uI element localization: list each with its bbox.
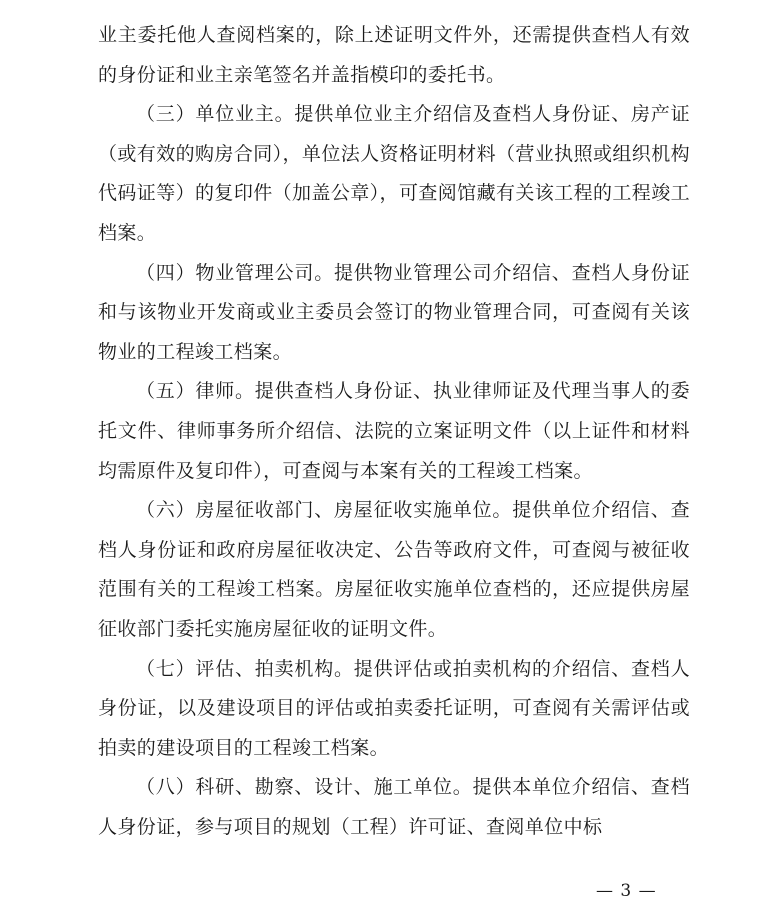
paragraph-item-5-lawyer: （五）律师。提供查档人身份证、执业律师证及代理当事人的委托文件、律师事务所介绍信、法院的立案证明文件（以上证件和材料均需原件及复印件），可查阅与本案有关的工程竣工档案。 (98, 380, 690, 482)
paragraph-item-8-research-design: （八）科研、勘察、设计、施工单位。提供本单位介绍信、查档人身份证，参与项目的规划（工程）许可证、查阅单位中标 (98, 776, 690, 838)
page-number: — 3 — (596, 881, 657, 901)
paragraph-item-7-appraisal-auction: （七）评估、拍卖机构。提供评估或拍卖机构的介绍信、查档人身份证，以及建设项目的评估或拍卖委托证明，可查阅有关需评估或拍卖的建设项目的工程竣工档案。 (98, 657, 690, 759)
paragraph-item-6-expropriation: （六）房屋征收部门、房屋征收实施单位。提供单位介绍信、查档人身份证和政府房屋征收决定、公告等政府文件，可查阅与被征收范围有关的工程竣工档案。房屋征收实施单位查档的，还应提供房屋征收部门委托实施房屋征收的证明文件。 (98, 499, 690, 640)
paragraph-delegation: 业主委托他人查阅档案的，除上述证明文件外，还需提供查档人有效的身份证和业主亲笔签名并盖指模印的委托书。 (98, 24, 690, 86)
paragraph-item-3-unit-owner: （三）单位业主。提供单位业主介绍信及查档人身份证、房产证（或有效的购房合同），单位法人资格证明材料（营业执照或组织机构代码证等）的复印件（加盖公章），可查阅馆藏有关该工程的工程竣工档案。 (98, 103, 690, 244)
paragraph-item-4-property-management: （四）物业管理公司。提供物业管理公司介绍信、查档人身份证和与该物业开发商或业主委员会签订的物业管理合同，可查阅有关该物业的工程竣工档案。 (98, 261, 690, 363)
document-body (98, 16, 690, 847)
